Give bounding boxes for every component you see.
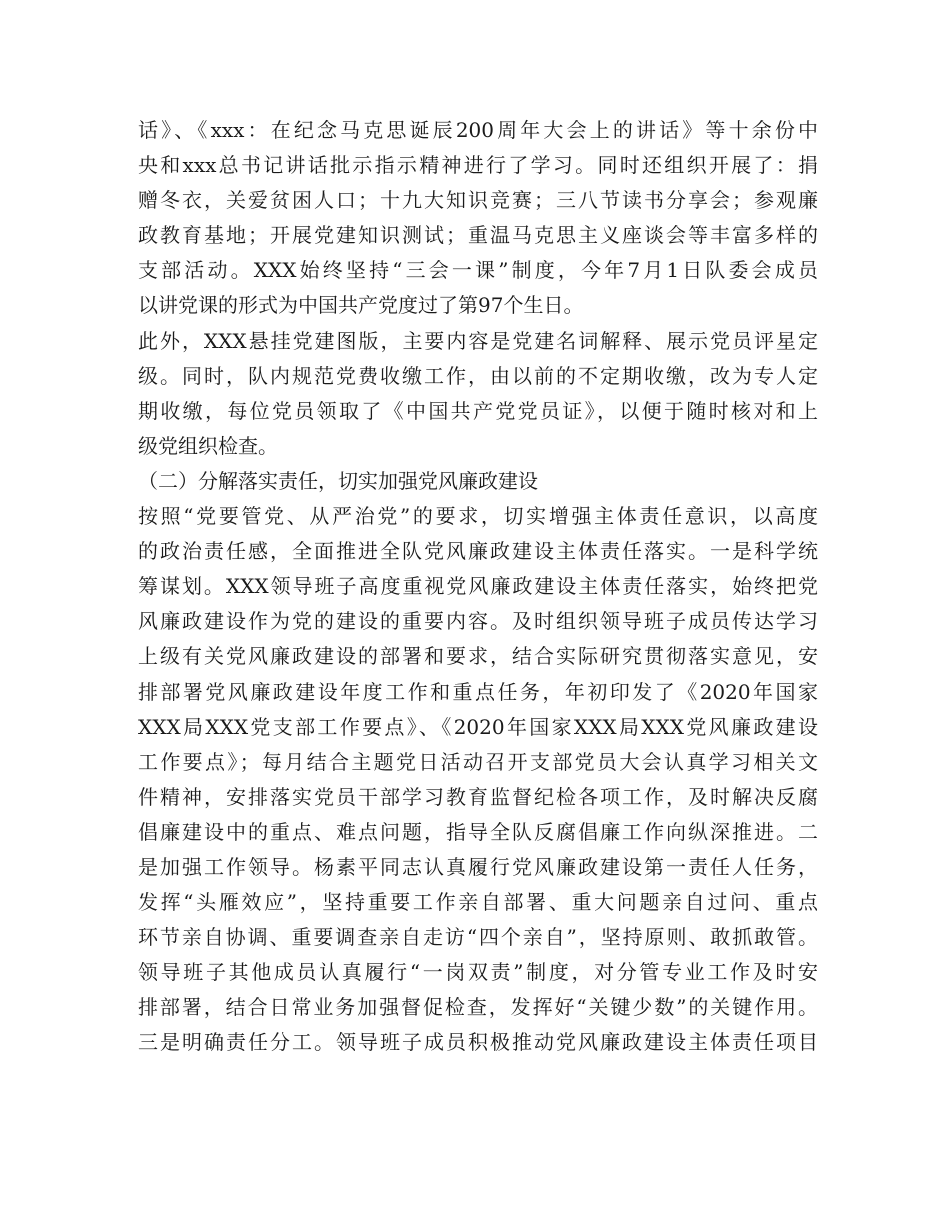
text-line: 级。同时，队内规范党费收缴工作，由以前的不定期收缴，改为专人定 (138, 363, 818, 388)
text-line: XXX局XXX党支部工作要点》、《2020年国家XXX局XXX党风廉政建设 (138, 714, 818, 739)
text-line: 上级有关党风廉政建设的部署和要求，结合实际研究贯彻落实意见，安 (138, 644, 818, 669)
text-line: 排部署党风廉政建设年度工作和重点任务，年初印发了《2020年国家 (138, 679, 818, 704)
text-line: 三是明确责任分工。领导班子成员积极推动党风廉政建设主体责任项目 (138, 1030, 818, 1055)
text-line: 的政治责任感，全面推进全队党风廉政建设主体责任落实。一是科学统 (138, 539, 818, 564)
text-line: 领导班子其他成员认真履行“一岗双责”制度，对分管专业工作及时安 (138, 960, 818, 985)
text-line: 是加强工作领导。杨素平同志认真履行党风廉政建设第一责任人任务， (138, 854, 818, 879)
text-line: 件精神，安排落实党员干部学习教育监督纪检各项工作，及时解决反腐 (138, 784, 818, 809)
text-line: 以讲党课的形式为中国共产党度过了第97个生日。 (138, 293, 584, 318)
text-line: 政教育基地；开展党建知识测试；重温马克思主义座谈会等丰富多样的 (138, 223, 818, 248)
text-line: 支部活动。XXX始终坚持“三会一课”制度，今年7月1日队委会成员 (138, 258, 818, 283)
text-line: 央和xxx总书记讲话批示指示精神进行了学习。同时还组织开展了：捐 (138, 153, 818, 178)
text-line: 发挥“头雁效应”，坚持重要工作亲自部署、重大问题亲自过问、重点 (138, 890, 818, 915)
text-line: 筹谋划。XXX领导班子高度重视党风廉政建设主体责任落实，始终把党 (138, 574, 818, 599)
text-line: 环节亲自协调、重要调查亲自走访“四个亲自”，坚持原则、敢抓敢管。 (138, 925, 818, 950)
text-line: 排部署，结合日常业务加强督促检查，发挥好“关键少数”的关键作用。 (138, 995, 818, 1020)
text-line: 话》、《xxx：在纪念马克思诞辰200周年大会上的讲话》等十余份中 (138, 118, 818, 142)
text-line: 风廉政建设作为党的建设的重要内容。及时组织领导班子成员传达学习 (138, 609, 818, 634)
text-line: 期收缴，每位党员领取了《中国共产党党员证》，以便于随时核对和上 (138, 398, 818, 423)
text-line: （二）分解落实责任，切实加强党风廉政建设 (138, 468, 538, 493)
text-line: 此外，XXX悬挂党建图版，主要内容是党建名词解释、展示党员评星定 (138, 328, 818, 353)
text-line: 倡廉建设中的重点、难点问题，指导全队反腐倡廉工作向纵深推进。二 (138, 819, 818, 844)
text-line: 工作要点》；每月结合主题党日活动召开支部党员大会认真学习相关文 (138, 749, 818, 774)
text-line: 赠冬衣，关爱贫困人口；十九大知识竞赛；三八节读书分享会；参观廉 (138, 188, 818, 213)
document-page (138, 113, 818, 1061)
text-line: 级党组织检查。 (138, 433, 278, 458)
text-line: 按照“党要管党、从严治党”的要求，切实增强主体责任意识，以高度 (138, 504, 818, 529)
